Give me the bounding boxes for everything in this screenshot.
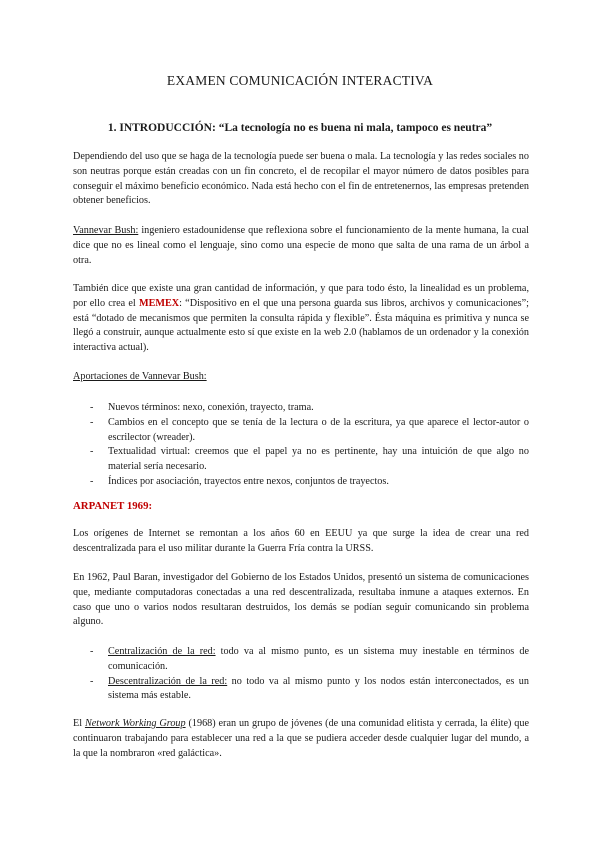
aportaciones-heading	[73, 370, 529, 385]
descentralizacion-text: no todo va al mismo punto y los nodos están interconectados, es un sistema más estable.	[108, 675, 529, 702]
bush-text: ingeniero estadounidense que reflexiona sobre el funcionamiento de la mente humana, la cual dice que no es lineal como el lenguaje, sino como una especie de mono que salta de una rama de un árbol a otra.	[73, 225, 529, 266]
intro-paragraph: Dependiendo del uso que se haga de la tecnología puede ser buena o mala. La tecnología y las redes sociales no son neutras porque están creadas con un fin concreto, el de recopilar el mayor número de datos posibles para conseguir el máximo beneficio económico. Nada está hecho con el fin de entretenernos, las empresas pretenden obtener beneficios.	[73, 151, 529, 207]
list-item: - Nuevos términos: nexo, conexión, trayecto, trama.	[73, 401, 529, 416]
arpanet-paragraph-1: Los orígenes de Internet se remontan a los años 60 en EEUU ya que surge la idea de crear una red descentralizada para el uso militar durante la Guerra Fría contra la URSS.	[73, 528, 529, 554]
memex-before: También dice que existe una gran cantidad de información, y que para todo ésto, la linealidad es un problema, por ello crea el	[73, 283, 529, 309]
list-item: - Textualidad virtual: creemos que el papel ya no es pertinente, hay una intuición de que algo no material sería necesario.	[73, 445, 529, 475]
arpanet-heading: ARPANET 1969:	[73, 500, 153, 512]
aportaciones-heading-text: Aportaciones de Vannevar Bush:	[73, 371, 207, 382]
document-title: EXAMEN COMUNICACIÓN INTERACTIVA	[166, 73, 434, 88]
bush-name: Vannevar Bush:	[73, 225, 139, 236]
aportaciones-list	[73, 401, 529, 490]
centralizacion-label: Centralización de la red:	[108, 646, 216, 657]
memex-paragraph	[73, 282, 529, 356]
memex-term: MEMEX	[138, 297, 180, 309]
list-item: - Cambios en el concepto que se tenía de la lectura o de la escritura, ya que aparece el lector-autor o escrilector (wreader).	[73, 416, 529, 446]
network-types-list	[73, 645, 529, 704]
descentralizacion-label: Descentralización de la red:	[108, 675, 228, 687]
section-title: 1. INTRODUCCIÓN: “La tecnología no es buena ni mala, tampoco es neutra”	[107, 122, 493, 134]
list-item	[73, 675, 529, 705]
centralizacion-text: todo va al mismo punto, es un sistema muy inestable en términos de comunicación.	[108, 646, 529, 672]
memex-after: : “Dispositivo en el que una persona guarda sus libros, archivos y comunicaciones”; está “dotado de mecanismos que permiten la consulta rápida y flexible”. Ésta máquina es primitiva y nunca se llegó a construir, aunque actualmente esto sí que existe en la web 2.0 (hablamos de un ordenador y la conexión interactiva actual).	[73, 297, 530, 354]
bush-paragraph	[73, 224, 529, 268]
nwg-paragraph	[73, 717, 529, 761]
list-item: - Índices por asociación, trayectos entre nexos, conjuntos de trayectos.	[73, 475, 529, 490]
nwg-before: El	[73, 718, 85, 729]
arpanet-paragraph-2: En 1962, Paul Baran, investigador del Gobierno de los Estados Unidos, presentó un sistema de comunicaciones que, mediante computadoras conectadas a una red descentralizada, resultaba inmune a ataques externos. En caso que uno o varios nodos resultaran destruidos, los demás se podían seguir comunicando sin problema alguno.	[73, 572, 529, 628]
list-item	[73, 645, 529, 675]
nwg-after: (1968) eran un grupo de jóvenes (de una comunidad elitista y cerrada, la élite) que continuaron trabajando para establecer una red a la que se pudiera acceder desde cualquier lugar del mundo, a la que la nombraron «red galáctica».	[73, 718, 529, 759]
nwg-term: Network Working Group	[84, 718, 186, 729]
